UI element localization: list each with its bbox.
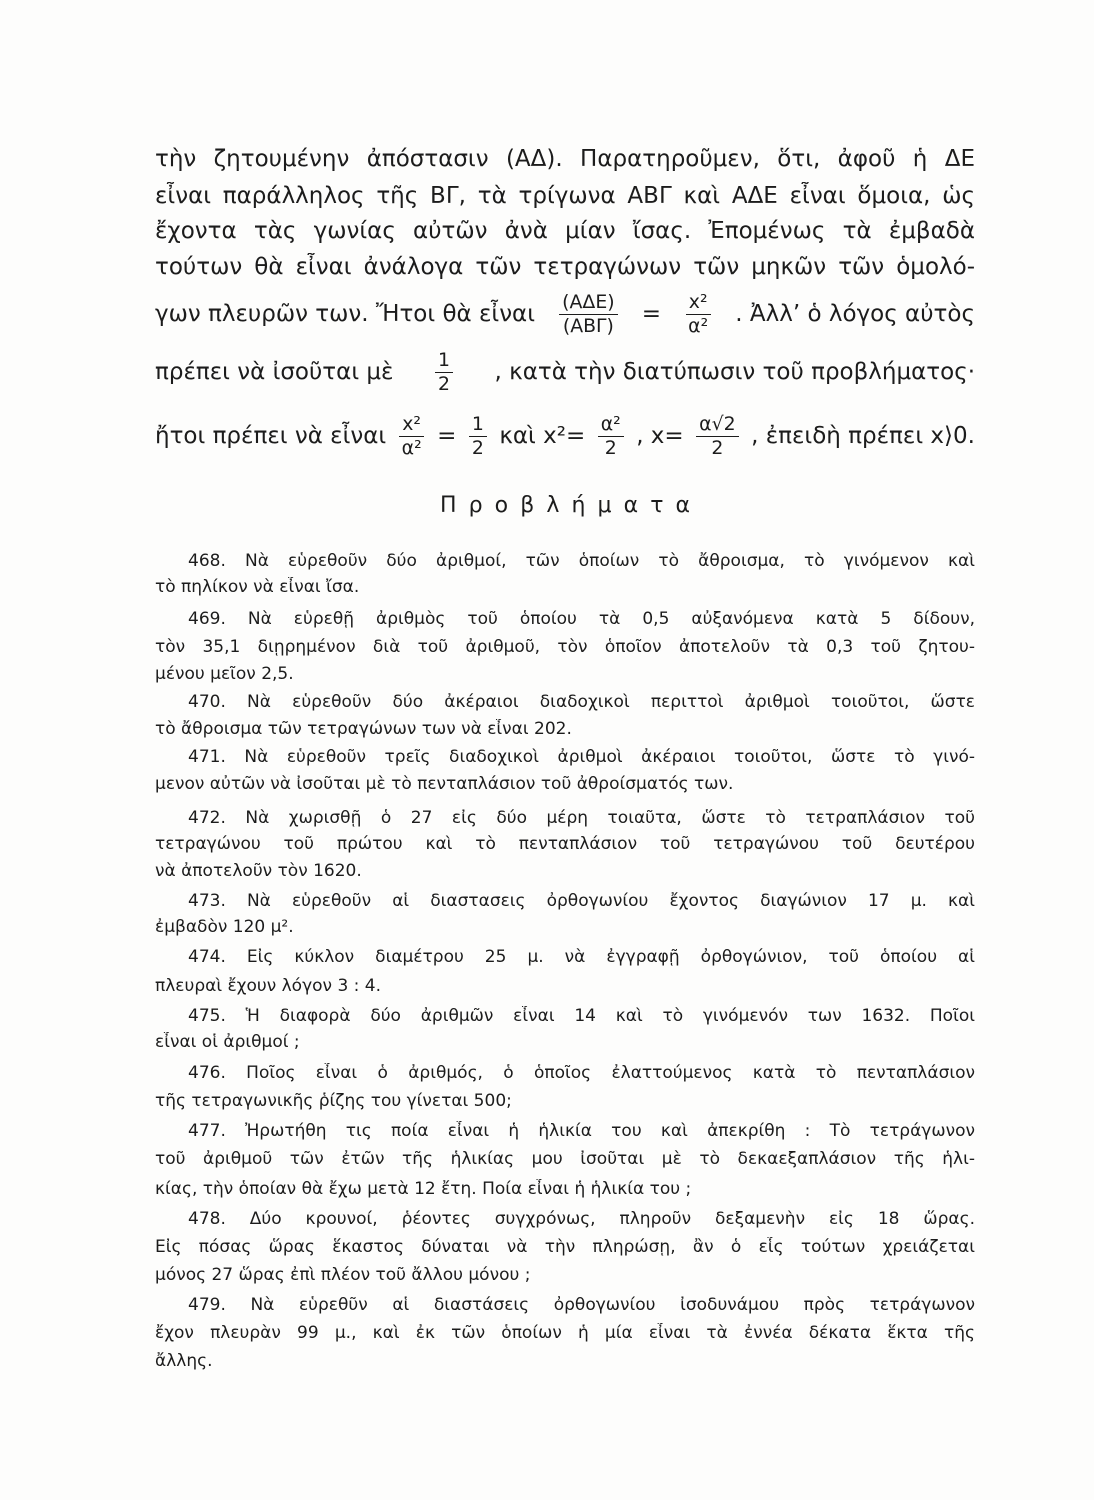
problem-line: 472. Νὰ χωρισθῇ ὁ 27 εἰς δύο μέρη τοιαῦτα, ὥστε τὸ τετραπλάσιον τοῦ (188, 808, 975, 828)
fraction-denominator: 2 (604, 436, 617, 459)
problem-line: 473. Νὰ εὑρεθοῦν αἱ διαστασεις ὀρθογωνίου ἔχοντος διαγώνιον 17 μ. καὶ (188, 891, 975, 911)
fraction-numerator: α² (598, 414, 624, 437)
section-heading: Προβλήματα (439, 493, 703, 518)
problem-line: τῆς τετραγωνικῆς ῥίζης του γίνεται 500; (155, 1091, 512, 1111)
one-half-fraction (435, 350, 453, 394)
problem-line: κίας, τὴν ὁποίαν θὰ ἔχω μετὰ 12 ἔτη. Ποία εἶναι ἡ ἡλικία του ; (155, 1179, 692, 1199)
problem-line: εἶναι οἱ ἀριθμοί ; (155, 1032, 300, 1052)
problem-line: 477. Ἠρωτήθη τις ποία εἶναι ἡ ἡλικία του καὶ ἀπεκρίθη : Τὸ τετράγωνον (188, 1121, 975, 1141)
problem-line: 471. Νὰ εὑρεθοῦν τρεῖς διαδοχικοὶ ἀριθμοὶ ἀκέραιοι τοιοῦτοι, ὥστε τὸ γινό- (188, 747, 975, 767)
fraction-numerator: α√2 (696, 414, 738, 437)
line7-text-c: , x= (636, 422, 684, 449)
problem-line: 474. Εἰς κύκλον διαμέτρου 25 μ. νὰ ἐγγραφῇ ὀρθογώνιον, τοῦ ὁποίου αἱ (188, 947, 975, 967)
fraction-numerator: 1 (469, 414, 487, 437)
fraction-denominator: 2 (471, 436, 484, 459)
problem-line: πλευραὶ ἔχουν λόγον 3 : 4. (155, 976, 382, 996)
line7-text-d: , ἐπειδὴ πρέπει x⟩0. (751, 422, 975, 449)
paragraph-line-3: ἔχοντα τὰς γωνίας αὐτῶν ἀνὰ μίαν ἴσας. Ἐπομένως τὰ ἐμβαδὰ (155, 218, 975, 244)
problem-line: 468. Νὰ εὑρεθοῦν δύο ἀριθμοί, τῶν ὁποίων τὸ ἄθροισμα, τὸ γινόμενον καὶ (188, 551, 975, 571)
problem-line: μόνος 27 ὥρας ἐπὶ πλέον τοῦ ἄλλου μόνου ; (155, 1265, 531, 1285)
problem-line: τὸ ἄθροισμα τῶν τετραγώνων των νὰ εἶναι 202. (155, 719, 572, 739)
problem-line: 475. Ἡ διαφορὰ δύο ἀριθμῶν εἶναι 14 καὶ τὸ γινόμενόν των 1632. Ποῖοι (188, 1006, 975, 1026)
fraction-denominator: (ΑΒΓ) (562, 314, 614, 337)
fraction-numerator: x² (399, 414, 424, 437)
problem-line: Εἰς πόσας ὥρας ἕκαστος δύναται νὰ τὴν πληρώσῃ, ἂν ὁ εἷς τούτων χρειάζεται (155, 1237, 975, 1257)
problem-line: τοῦ ἀριθμοῦ τῶν ἐτῶν τῆς ἡλικίας μου ἰσοῦται μὲ τὸ δεκαεξαπλάσιον τῆς ἡλι- (155, 1149, 975, 1169)
fraction-numerator: 1 (435, 350, 453, 373)
fraction-denominator: α² (401, 436, 422, 459)
problem-line: 476. Ποῖος εἶναι ὁ ἀριθμός, ὁ ὁποῖος ἐλαττούμενος κατὰ τὸ πενταπλάσιον (188, 1063, 975, 1083)
problem-line: ἔχον πλευρὰν 99 μ., καὶ ἐκ τῶν ὁποίων ἡ μία εἶναι τὰ ἐννέα δέκατα ἕκτα τῆς (155, 1323, 975, 1343)
line7-text-a: ἤτοι πρέπει νὰ εἶναι (155, 422, 387, 449)
problem-line: 478. Δύο κρουνοί, ῥέοντες συγχρόνως, πληροῦν δεξαμενὴν εἰς 18 ὥρας. (188, 1209, 975, 1229)
fraction-denominator: α² (688, 314, 709, 337)
line5-text-b: . Ἀλλ’ ὁ λόγος αὐτὸς (735, 300, 975, 327)
x-squared-over-a-squared-fraction (685, 292, 711, 336)
problem-line: μένου μεῖον 2,5. (155, 664, 294, 684)
paragraph-line-6 (155, 345, 975, 399)
line5-text-a: γων πλευρῶν των. Ἤτοι θὰ εἶναι (155, 300, 536, 327)
problem-line: τὸ πηλίκον νὰ εἶναι ἴσα. (155, 577, 360, 597)
problem-line: ἐμβαδὸν 120 μ². (155, 917, 294, 937)
paragraph-line-1: τὴν ζητουμένην ἀπόστασιν (ΑΔ). Παρατηροῦμεν, ὅτι, ἀφοῦ ἡ ΔΕ (155, 146, 975, 172)
a-root-two-over-two-fraction (696, 414, 738, 458)
equals-sign: = (641, 300, 662, 327)
problem-line: 479. Νὰ εὑρεθῦν αἱ διαστάσεις ὀρθογωνίου ἰσοδυνάμου πρὸς τετράγωνον (188, 1295, 975, 1315)
line6-text-a: πρέπει νὰ ἰσοῦται μὲ (155, 358, 394, 385)
paragraph-line-5 (155, 287, 975, 341)
problem-line: ἄλλης. (155, 1351, 213, 1371)
problem-line: νὰ ἀποτελοῦν τὸν 1620. (155, 861, 362, 881)
fraction-denominator: 2 (711, 436, 724, 459)
problem-line: 469. Νὰ εὑρεθῇ ἀριθμὸς τοῦ ὁποίου τὰ 0,5 αὐξανόμενα κατὰ 5 δίδουν, (188, 609, 975, 629)
equals-sign: = (437, 422, 457, 449)
line6-text-b: , κατὰ τὴν διατύπωσιν τοῦ προβλήματος· (494, 358, 975, 385)
problem-line: μενον αὐτῶν νὰ ἰσοῦται μὲ τὸ πενταπλάσιον τοῦ ἀθροίσματός των. (155, 774, 734, 794)
area-ratio-fraction (559, 292, 617, 336)
fraction-numerator: (ΑΔΕ) (559, 292, 617, 315)
paragraph-line-4: τούτων θὰ εἶναι ἀνάλογα τῶν τετραγώνων τῶν μηκῶν τῶν ὁμολό- (155, 254, 975, 280)
a-squared-over-two-fraction (598, 414, 624, 458)
line7-text-b: καὶ x²= (499, 422, 586, 449)
x-squared-over-a-squared-fraction (399, 414, 425, 458)
problem-line: 470. Νὰ εὑρεθοῦν δύο ἀκέραιοι διαδοχικοὶ περιττοὶ ἀριθμοὶ τοιοῦτοι, ὥστε (188, 692, 975, 712)
one-half-fraction (469, 414, 487, 458)
fraction-denominator: 2 (438, 372, 450, 395)
paragraph-line-7 (155, 409, 975, 463)
problem-line: τὸν 35,1 διῃρημένον διὰ τοῦ ἀριθμοῦ, τὸν ὁποῖον ἀποτελοῦν τὰ 0,3 τοῦ ζητου- (155, 637, 975, 657)
paragraph-line-2: εἶναι παράλληλος τῆς ΒΓ, τὰ τρίγωνα ΑΒΓ καὶ ΑΔΕ εἶναι ὅμοια, ὡς (155, 183, 975, 209)
problem-line: τετραγώνου τοῦ πρώτου καὶ τὸ πενταπλάσιον τοῦ τετραγώνου τοῦ δευτέρου (155, 834, 975, 854)
fraction-numerator: x² (686, 292, 711, 315)
